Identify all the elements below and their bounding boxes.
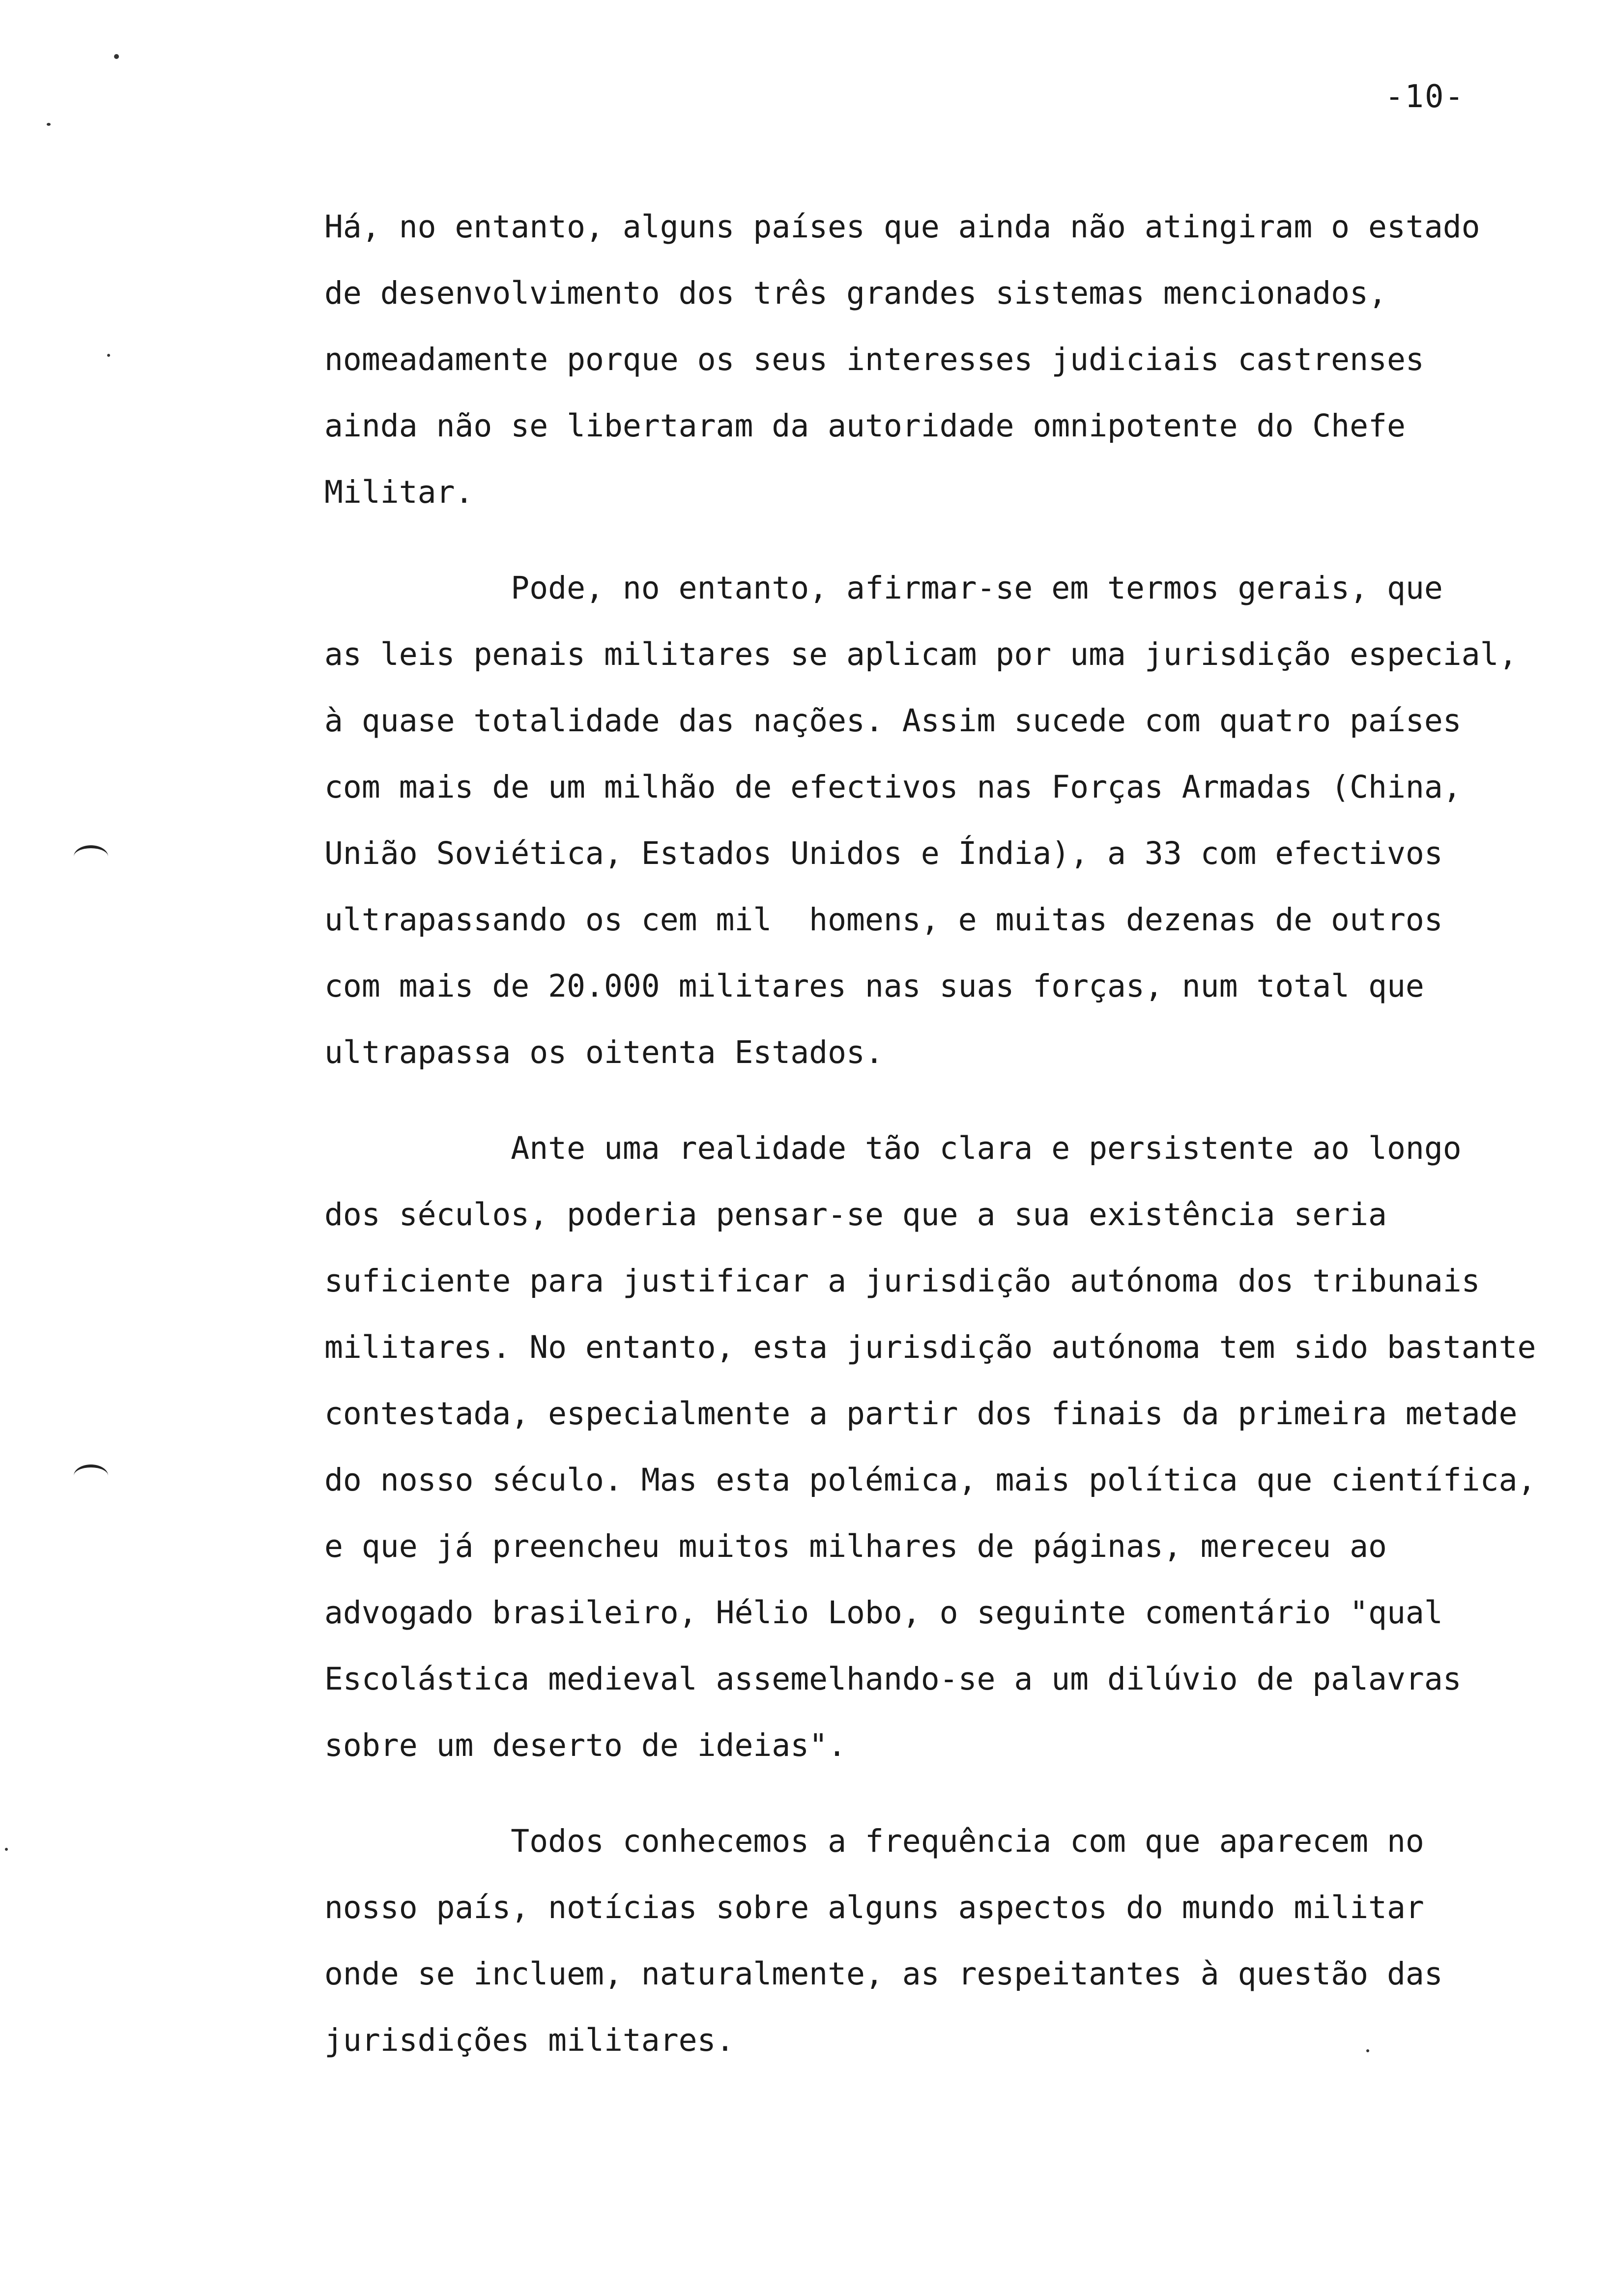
text-line: militares. No entanto, esta jurisdição autónoma tem sido bastante [324,1329,1536,1365]
scan-speck [5,1848,8,1851]
punch-hole-mark [74,1464,108,1487]
text-line: Há, no entanto, alguns países que ainda não atingiram o estado [324,209,1480,245]
text-line: com mais de 20.000 militares nas suas forças, num total que [324,968,1424,1004]
text-line: Pode, no entanto, afirmar-se em termos gerais, que [324,570,1443,606]
scan-speck [114,54,119,59]
punch-hole-mark [74,845,108,868]
text-line: sobre um deserto de ideias". [324,1727,847,1763]
text-line: jurisdições militares. [324,2022,735,2058]
text-line: de desenvolvimento dos três grandes sistemas mencionados, [324,275,1387,311]
text-line: com mais de um milhão de efectivos nas Forças Armadas (China, [324,769,1462,805]
text-line: nomeadamente porque os seus interesses judiciais castrenses [324,342,1424,377]
text-line: as leis penais militares se aplicam por uma jurisdição especial, [324,636,1518,672]
text-line: onde se incluem, naturalmente, as respeitantes à questão das [324,1956,1443,1992]
text-line: dos séculos, poderia pensar-se que a sua existência seria [324,1197,1387,1233]
text-line: ultrapassa os oitenta Estados. [324,1034,884,1070]
text-line: ultrapassando os cem mil homens, e muitas dezenas de outros [324,902,1443,938]
text-line: Ante uma realidade tão clara e persistente ao longo [324,1130,1462,1166]
text-line: Escolástica medieval assemelhando-se a um dilúvio de palavras [324,1661,1462,1697]
scan-speck [107,354,110,357]
text-line: nosso país, notícias sobre alguns aspectos do mundo militar [324,1890,1424,1925]
scan-speck [1366,2049,1369,2052]
text-line: à quase totalidade das nações. Assim sucede com quatro países [324,703,1462,739]
text-line: e que já preencheu muitos milhares de páginas, mereceu ao [324,1528,1387,1564]
scan-speck [47,123,51,126]
text-line: suficiente para justificar a jurisdição autónoma dos tribunais [324,1263,1480,1299]
text-line: advogado brasileiro, Hélio Lobo, o seguinte comentário "qual [324,1595,1443,1631]
text-line: União Soviética, Estados Unidos e Índia), a 33 com efectivos [324,835,1443,871]
text-line: Todos conhecemos a frequência com que aparecem no [324,1823,1424,1859]
text-line: contestada, especialmente a partir dos finais da primeira metade [324,1396,1518,1432]
text-line: do nosso século. Mas esta polémica, mais política que científica, [324,1462,1536,1498]
text-line: Militar. [324,474,474,510]
text-line: ainda não se libertaram da autoridade omnipotente do Chefe [324,408,1406,444]
page-number: -10- [1384,79,1465,115]
